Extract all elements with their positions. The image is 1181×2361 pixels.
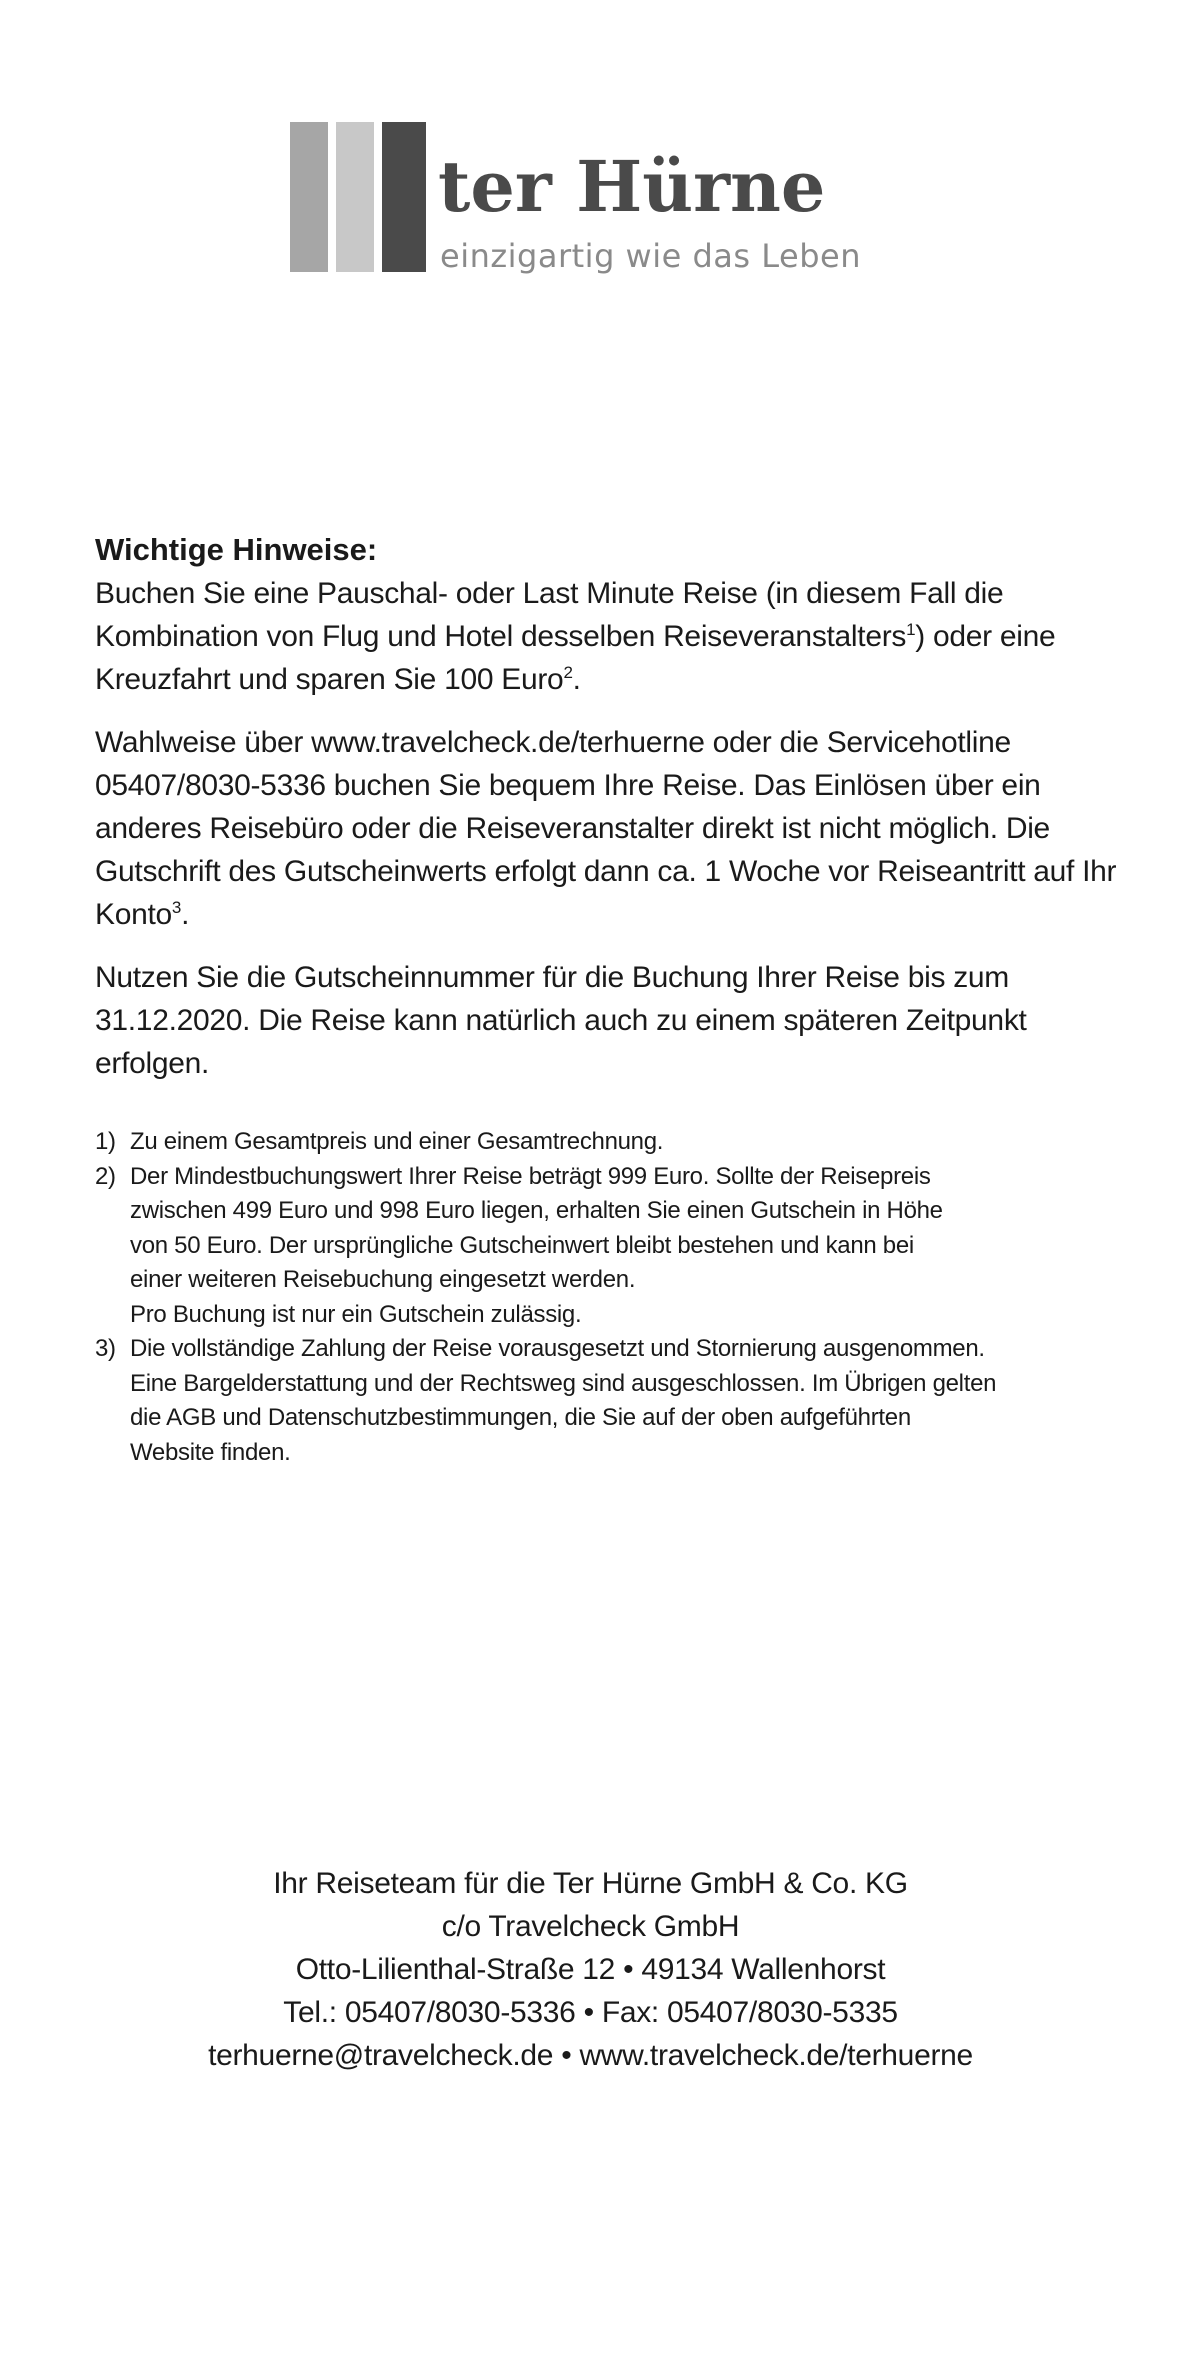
footnote-line: Zu einem Gesamtpreis und einer Gesamtrechnung. (130, 1128, 664, 1155)
ter-huerne-logo (290, 122, 910, 282)
footnote-item (95, 1160, 1135, 1333)
contact-email-web: terhuerne@travelcheck.de • www.travelcheck.de/terhuerne (208, 2039, 973, 2072)
contact-company: Ihr Reiseteam für die Ter Hürne GmbH & Co. KG (273, 1867, 908, 1900)
notice-paragraph-booking-end: . (572, 663, 581, 696)
notice-heading: Wichtige Hinweise: (95, 532, 378, 567)
footnote-item (95, 1125, 1135, 1160)
footnote-ref-1: 1 (906, 620, 916, 639)
footnote-line: zwischen 499 Euro und 998 Euro liegen, erhalten Sie einen Gutschein in Höhe (130, 1197, 943, 1224)
logo-bar-dark (382, 122, 426, 272)
footnote-line: Der Mindestbuchungswert Ihrer Reise beträgt 999 Euro. Sollte der Reisepreis (130, 1162, 931, 1190)
footnote-line: Die vollständige Zahlung der Reise vorausgesetzt und Stornierung ausgenommen. (130, 1335, 985, 1362)
footnote-ref-2: 2 (563, 663, 573, 682)
footnote-text (130, 1125, 1135, 1160)
notice-paragraph-hotline-end: . (181, 898, 190, 931)
footnote-text (130, 1332, 1135, 1470)
contact-care-of: c/o Travelcheck GmbH (441, 1910, 740, 1943)
notice-section (95, 528, 1135, 1105)
footnote-ref-3: 3 (171, 898, 182, 917)
logo-tagline: einzigartig wie das Leben (440, 237, 861, 275)
notice-paragraph-booking-text: Buchen Sie eine Pauschal- oder Last Minute Reise (in diesem Fall die Kombination von Flug und Hotel desselben Reiseveranstalters (95, 577, 1004, 653)
footnote-line: Website finden. (130, 1438, 291, 1466)
footnotes-list (95, 1125, 1135, 1470)
footnote-line: einer weiteren Reisebuchung eingesetzt werden. (130, 1266, 636, 1293)
footnote-item (95, 1332, 1135, 1470)
notice-paragraph-hotline-text: Wahlweise über www.travelcheck.de/terhuerne oder die Servicehotline 05407/8030-5336 buchen Sie bequem Ihre Reise. Das Einlösen über ein anderes Reisebüro oder die Reiseveranstalter direkt ist nicht möglich. Die Gutschrift des Gutscheinwerts erfolgt dann ca. 1 Woche vor Reiseantritt auf Ihr Konto (95, 726, 1117, 931)
logo-brand-name: ter Hürne (438, 145, 826, 228)
footnote-line: von 50 Euro. Der ursprüngliche Gutscheinwert bleibt bestehen und kann bei (130, 1231, 914, 1259)
footnote-number: 2) (95, 1162, 116, 1190)
notice-paragraph-booking-text-mid: ) oder eine Kreuzfahrt und sparen Sie 100 Euro (95, 620, 1056, 696)
footnote-number: 1) (95, 1128, 116, 1155)
footnote-text (130, 1160, 1135, 1333)
footnote-line: die AGB und Datenschutzbestimmungen, die Sie auf der oben aufgeführten (130, 1404, 911, 1431)
footnote-number: 3) (95, 1335, 116, 1362)
notice-paragraph-booking (95, 572, 1135, 701)
notice-paragraph-hotline (95, 721, 1135, 936)
footnote-line: Eine Bargelderstattung und der Rechtsweg sind ausgeschlossen. Im Übrigen gelten (130, 1369, 997, 1397)
notice-paragraph-deadline: Nutzen Sie die Gutscheinnummer für die Buchung Ihrer Reise bis zum 31.12.2020. Die Reise kann natürlich auch zu einem späteren Zeitpunkt erfolgen. (95, 961, 1027, 1080)
logo-bar-lighter (336, 122, 374, 272)
contact-phone-fax: Tel.: 05407/8030-5336 • Fax: 05407/8030-5335 (283, 1996, 898, 2029)
logo-bar-light (290, 122, 328, 272)
footnote-line: Pro Buchung ist nur ein Gutschein zulässig. (130, 1300, 582, 1328)
contact-block (0, 1862, 1181, 2077)
contact-address: Otto-Lilienthal-Straße 12 • 49134 Wallenhorst (295, 1953, 886, 1986)
